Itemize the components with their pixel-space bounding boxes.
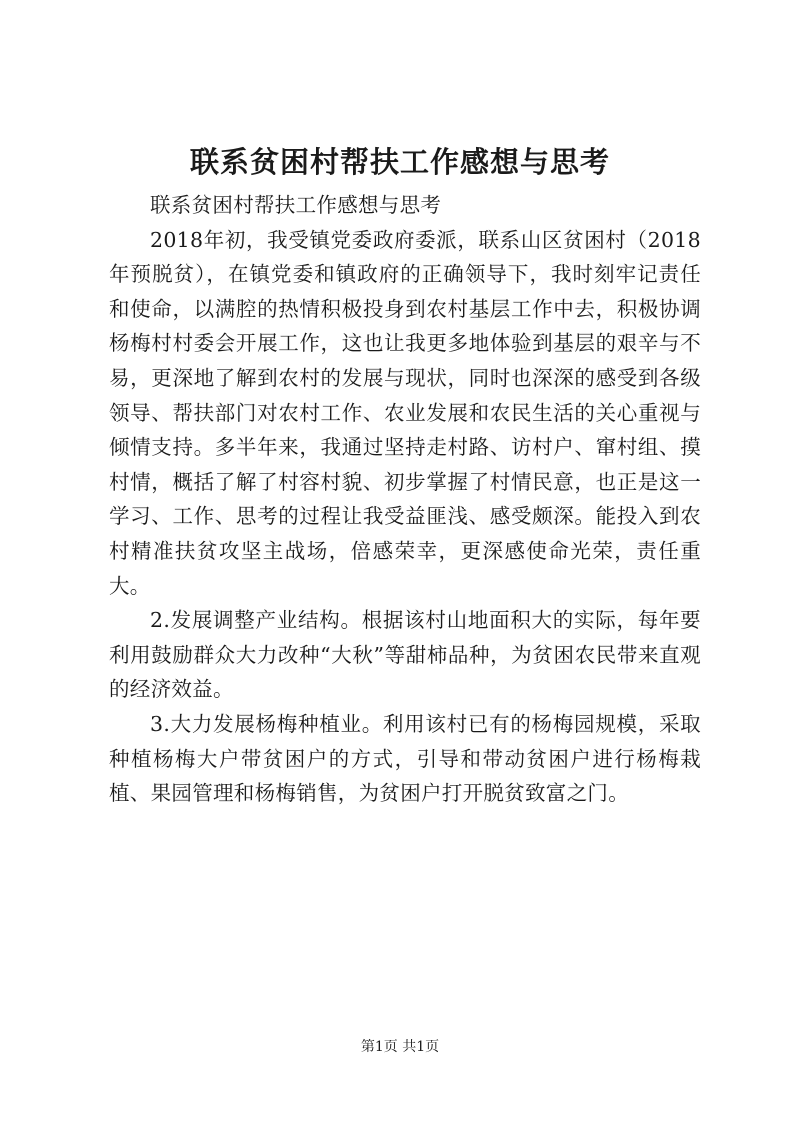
page-number-footer: 第1页 共1页: [360, 1039, 440, 1055]
paragraph-subtitle: 联系贫困村帮扶工作感想与思考: [150, 193, 442, 217]
paragraph-item-3: 3.大力发展杨梅种植业。利用该村已有的杨梅园规模，采取种植杨梅大户带贫困户的方式，引导和带动贫困户进行杨梅栽植、果园管理和杨梅销售，为贫困户打开脱贫致富之门。: [109, 711, 701, 806]
document-title: 联系贫困村帮扶工作感想与思考: [189, 145, 610, 179]
paragraph-intro: 2018年初，我受镇党委政府委派，联系山区贫困村（2018年预脱贫），在镇党委和镇政府的正确领导下，我时刻牢记责任和使命，以满腔的热情积极投身到农村基层工作中去，积极协调杨梅村村委会开展工作，这也让我更多地体验到基层的艰辛与不易，更深地了解到农村的发展与现状，同时也深深的感受到各级领导、帮扶部门对农村工作、农业发展和农民生活的关心重视与倾情支持。多半年来，我通过坚持走村路、访村户、窜村组、摸村情，概括了解了村容村貌、初步掌握了村情民意，也正是这一学习、工作、思考的过程让我受益匪浅、感受颇深。能投入到农村精准扶贫攻坚主战场，倍感荣幸，更深感使命光荣，责任重大。: [109, 227, 701, 598]
paragraph-item-2: 2.发展调整产业结构。根据该村山地面积大的实际，每年要利用鼓励群众大力改种“大秋”等甜柿品种，为贫困农民带来直观的经济效益。: [109, 608, 701, 702]
document-body: [109, 188, 701, 811]
